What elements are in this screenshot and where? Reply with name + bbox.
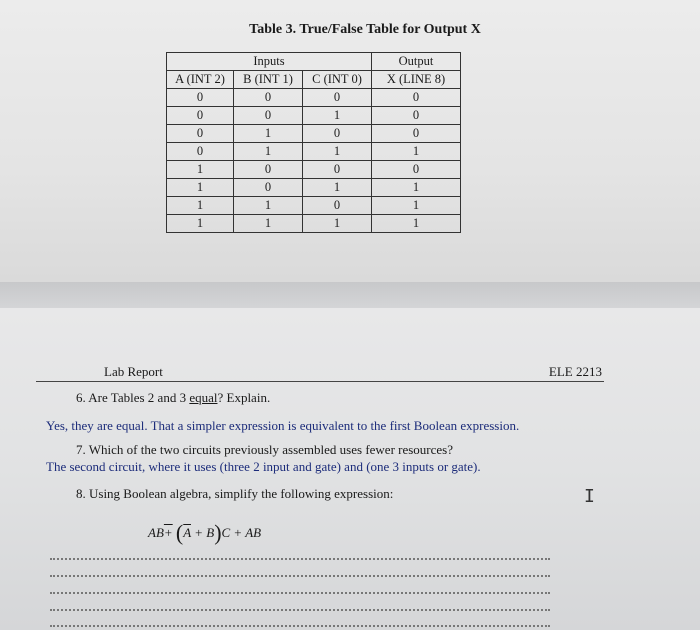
- expr-paren-close: ): [214, 520, 222, 545]
- expr-term-ab: AB: [148, 525, 164, 540]
- table-cell: 0: [167, 143, 234, 161]
- col-header-x: X (LINE 8): [372, 71, 461, 89]
- table-cell: 1: [234, 125, 303, 143]
- truth-table: [166, 52, 461, 233]
- table-title: Table 3. True/False Table for Output X: [249, 22, 481, 37]
- expr-plus-b: + B: [190, 525, 215, 540]
- table-cell: 1: [303, 215, 372, 233]
- table-cell: 0: [303, 89, 372, 107]
- table-row: [167, 161, 461, 179]
- col-header-c: C (INT 0): [303, 71, 372, 89]
- boolean-expression: [148, 520, 261, 546]
- table-cell: 0: [372, 89, 461, 107]
- question-7: [76, 442, 453, 458]
- group-header-row: [167, 53, 461, 71]
- table-cell: 0: [303, 161, 372, 179]
- truth-table-body: [167, 89, 461, 233]
- table-cell: 0: [234, 179, 303, 197]
- table-row: [167, 125, 461, 143]
- table-cell: 1: [234, 197, 303, 215]
- table-row: [167, 89, 461, 107]
- lab-report-header: [36, 364, 604, 382]
- question-7-number: 7.: [76, 442, 86, 457]
- table-row: [167, 197, 461, 215]
- question-6-text-underlined: equal: [189, 390, 218, 405]
- table-cell: 1: [167, 161, 234, 179]
- question-8: [76, 486, 393, 502]
- question-8-number: 8.: [76, 486, 86, 501]
- course-code: ELE 2213: [548, 364, 602, 379]
- expr-a-bar: $\overline{A}$: [183, 525, 191, 540]
- question-6-number: 6.: [76, 390, 86, 405]
- answer-line-3: [50, 592, 550, 594]
- output-group-header: Output: [372, 53, 461, 71]
- table-cell: 1: [167, 215, 234, 233]
- table-cell: 0: [303, 197, 372, 215]
- inputs-group-header: Inputs: [167, 53, 372, 71]
- col-header-b: B (INT 1): [234, 71, 303, 89]
- table-row: [167, 215, 461, 233]
- table-cell: 0: [234, 89, 303, 107]
- answer-6: Yes, they are equal. That a simpler expression is equivalent to the first Boolean expression.: [46, 418, 520, 433]
- table-cell: 0: [372, 161, 461, 179]
- question-8-text: Using Boolean algebra, simplify the following expression:: [89, 486, 394, 501]
- table-cell: 0: [167, 89, 234, 107]
- table-cell: 1: [372, 179, 461, 197]
- page-gap: [0, 282, 700, 308]
- expr-tail: C + AB: [221, 525, 262, 540]
- answer-line-1: [50, 558, 550, 560]
- table-row: [167, 107, 461, 125]
- text-cursor-icon: I: [584, 486, 595, 507]
- table-cell: 1: [167, 197, 234, 215]
- question-6-text-post: ? Explain.: [217, 390, 271, 405]
- table-cell: 1: [234, 143, 303, 161]
- expr-paren-open: (: [175, 520, 184, 545]
- table-row: [167, 143, 461, 161]
- question-7-text: Which of the two circuits previously assembled uses fewer resources?: [88, 442, 454, 457]
- table-cell: 0: [372, 125, 461, 143]
- answer-line-4: [50, 609, 550, 611]
- table-row: [167, 179, 461, 197]
- col-header-a: A (INT 2): [167, 71, 234, 89]
- table-cell: 1: [372, 197, 461, 215]
- question-6-text-pre: Are Tables 2 and 3: [88, 390, 190, 405]
- table-cell: 1: [303, 179, 372, 197]
- table-cell: 1: [234, 215, 303, 233]
- table-cell: 1: [303, 143, 372, 161]
- table-cell: 1: [303, 107, 372, 125]
- table-cell: 1: [167, 179, 234, 197]
- table-cell: 0: [303, 125, 372, 143]
- table-cell: 0: [234, 107, 303, 125]
- table-cell: 0: [167, 107, 234, 125]
- lab-report-label: Lab Report: [104, 364, 163, 379]
- answer-line-5: [50, 625, 550, 627]
- answer-line-2: [50, 575, 550, 577]
- expr-plus-bar: +: [163, 525, 173, 540]
- table-cell: 1: [372, 215, 461, 233]
- table-cell: 0: [372, 107, 461, 125]
- question-6: [76, 390, 270, 406]
- answer-7: The second circuit, where it uses (three 2 input and gate) and (one 3 inputs or gate).: [46, 459, 481, 474]
- table-cell: 0: [167, 125, 234, 143]
- table-cell: 0: [234, 161, 303, 179]
- table-cell: 1: [372, 143, 461, 161]
- column-header-row: [167, 71, 461, 89]
